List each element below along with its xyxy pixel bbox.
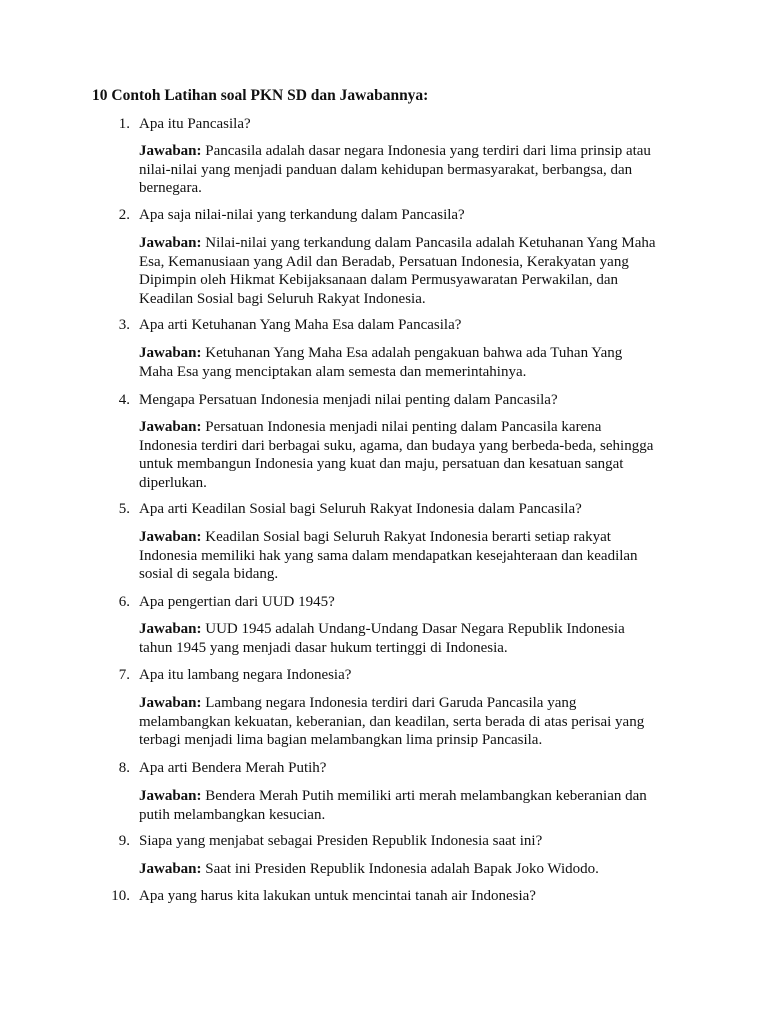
question-number: 8. <box>118 760 130 776</box>
answer-line: diperlukan. <box>139 474 207 491</box>
answer-text: Keadilan Sosial bagi Seluruh Rakyat Indonesia berarti setiap rakyat <box>205 529 611 545</box>
answer-line: Maha Esa yang menciptakan alam semesta dan memerintahinya. <box>139 363 527 380</box>
answer-block <box>139 142 679 198</box>
answer-label: Jawaban: <box>139 345 202 361</box>
answer-text: Lambang negara Indonesia terdiri dari Garuda Pancasila yang <box>205 695 577 711</box>
answer-block <box>139 344 679 381</box>
answer-line: Indonesia memiliki hak yang sama dalam mendapatkan kesejahteraan dan keadilan <box>139 547 638 564</box>
answer-block <box>139 528 679 584</box>
question-number: 6. <box>118 594 130 610</box>
page-title: 10 Contoh Latihan soal PKN SD dan Jawabannya: <box>92 87 429 104</box>
answer-line: nilai-nilai yang menjadi panduan dalam kehidupan bermasyarakat, berbangsa, dan <box>139 161 633 178</box>
question-number: 1. <box>118 116 130 132</box>
answer-line: sosial di segala bidang. <box>139 566 279 582</box>
question-text: Mengapa Persatuan Indonesia menjadi nilai penting dalam Pancasila? <box>139 392 558 408</box>
answer-block <box>139 234 679 308</box>
question-number: 7. <box>118 667 130 683</box>
answer-line: Indonesia terdiri dari berbagai suku, agama, dan budaya yang berbeda-beda, sehingga <box>139 437 654 454</box>
question-text: Apa itu Pancasila? <box>139 116 251 132</box>
answer-line: Dipimpin oleh Hikmat Kebijaksanaan dalam Permusyawaratan Perwakilan, dan <box>139 272 619 288</box>
answer-text: Nilai-nilai yang terkandung dalam Pancasila adalah Ketuhanan Yang Maha <box>205 235 656 251</box>
answer-line <box>139 418 679 437</box>
answer-line: Keadilan Sosial bagi Seluruh Rakyat Indonesia. <box>139 290 426 307</box>
answer-label: Jawaban: <box>139 143 202 159</box>
answer-line: bernegara. <box>139 180 202 196</box>
answer-line <box>139 787 679 806</box>
answer-line <box>139 694 679 713</box>
answer-block <box>139 787 679 824</box>
question-number: 3. <box>118 317 130 333</box>
answer-text: Ketuhanan Yang Maha Esa adalah pengakuan bahwa ada Tuhan Yang <box>205 345 623 361</box>
answer-line <box>139 234 679 253</box>
question-text: Apa saja nilai-nilai yang terkandung dalam Pancasila? <box>139 207 465 223</box>
answer-block <box>139 860 679 879</box>
question-text: Apa yang harus kita lakukan untuk mencintai tanah air Indonesia? <box>139 888 536 904</box>
answer-block <box>139 694 679 750</box>
answer-text: Saat ini Presiden Republik Indonesia adalah Bapak Joko Widodo. <box>205 861 599 877</box>
question-number: 5. <box>118 501 130 517</box>
answer-block <box>139 620 679 657</box>
answer-line <box>139 142 679 161</box>
question-number: 4. <box>118 392 130 408</box>
answer-line: Esa, Kemanusiaan yang Adil dan Beradab, Persatuan Indonesia, Kerakyatan yang <box>139 253 629 270</box>
answer-line <box>139 344 679 363</box>
answer-text: Pancasila adalah dasar negara Indonesia yang terdiri dari lima prinsip atau <box>205 143 651 159</box>
answer-line: putih melambangkan kesucian. <box>139 806 326 823</box>
answer-block <box>139 418 679 492</box>
answer-label: Jawaban: <box>139 861 202 877</box>
question-text: Apa itu lambang negara Indonesia? <box>139 667 352 683</box>
answer-label: Jawaban: <box>139 621 202 637</box>
answer-text: Persatuan Indonesia menjadi nilai penting dalam Pancasila karena <box>205 419 602 435</box>
answer-line: terbagi menjadi lima bagian melambangkan lima prinsip Pancasila. <box>139 732 543 748</box>
question-text: Apa pengertian dari UUD 1945? <box>139 594 335 610</box>
answer-label: Jawaban: <box>139 419 202 435</box>
question-text: Siapa yang menjabat sebagai Presiden Republik Indonesia saat ini? <box>139 833 543 849</box>
answer-label: Jawaban: <box>139 235 202 251</box>
answer-text: Bendera Merah Putih memiliki arti merah melambangkan keberanian dan <box>205 788 647 804</box>
question-text: Apa arti Ketuhanan Yang Maha Esa dalam Pancasila? <box>139 317 462 333</box>
answer-line: melambangkan kekuatan, keberanian, dan keadilan, serta berada di atas perisai yang <box>139 713 645 730</box>
answer-line <box>139 860 679 879</box>
answer-line <box>139 620 679 639</box>
answer-line <box>139 528 679 547</box>
answer-line: untuk membangun Indonesia yang kuat dan maju, persatuan dan kesatuan sangat <box>139 456 624 472</box>
question-number: 10. <box>111 888 130 904</box>
question-number: 2. <box>118 207 130 223</box>
question-number: 9. <box>118 833 130 849</box>
answer-label: Jawaban: <box>139 695 202 711</box>
answer-text: UUD 1945 adalah Undang-Undang Dasar Negara Republik Indonesia <box>205 621 625 637</box>
question-text: Apa arti Bendera Merah Putih? <box>139 760 327 776</box>
answer-line: tahun 1945 yang menjadi dasar hukum tertinggi di Indonesia. <box>139 639 508 656</box>
question-text: Apa arti Keadilan Sosial bagi Seluruh Rakyat Indonesia dalam Pancasila? <box>139 501 582 517</box>
answer-label: Jawaban: <box>139 788 202 804</box>
answer-label: Jawaban: <box>139 529 202 545</box>
